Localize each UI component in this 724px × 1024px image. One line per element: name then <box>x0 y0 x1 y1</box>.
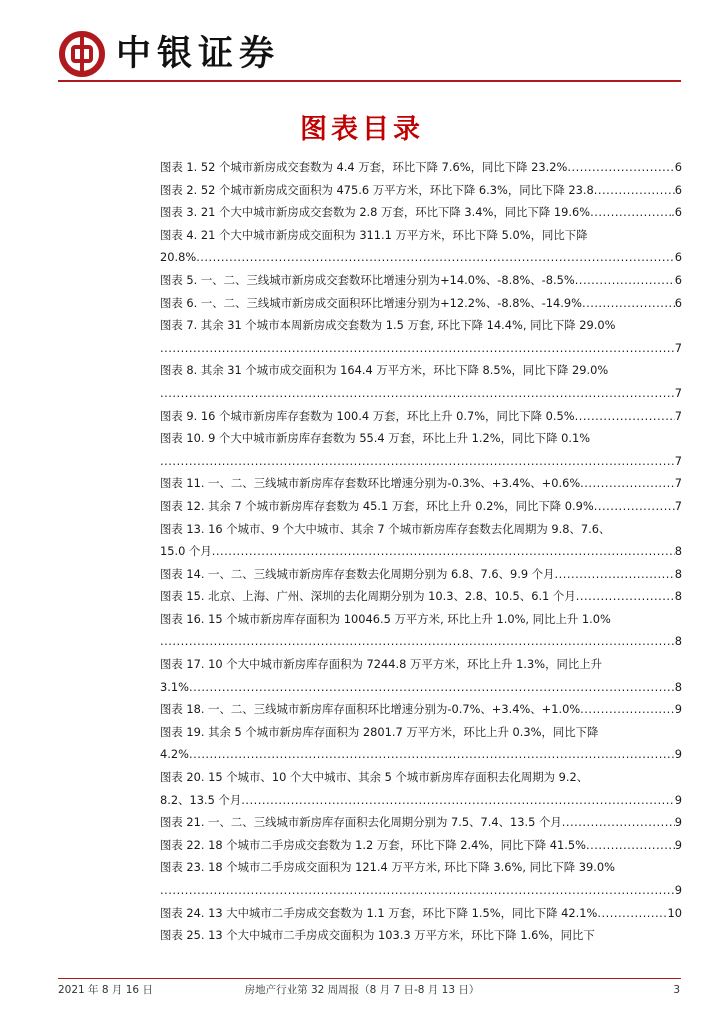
dot-leader <box>580 472 675 495</box>
toc-entry[interactable] <box>160 766 682 811</box>
toc-entry-title-cont: 15.0 个月 <box>160 544 212 559</box>
toc-entry-title: 图表 19. 其余 5 个城市新房库存面积为 2801.7 万平方米，环比上升 0.3%，同比下降 <box>160 724 599 739</box>
toc-entry[interactable] <box>160 585 682 608</box>
toc-entry-page: 9 <box>674 815 682 830</box>
toc-entry-page: 9 <box>674 792 682 807</box>
toc-entry-title: 图表 5. 一、二、三线城市新房成交套数环比增速分别为+14.0%、-8.8%、-8.5% <box>160 272 575 287</box>
toc-entry-page: 8 <box>674 634 682 649</box>
toc-entry[interactable] <box>160 292 682 315</box>
toc-entry-title: 图表 24. 13 大中城市二手房成交套数为 1.1 万套，环比下降 1.5%，同比下降 42.1% <box>160 905 598 920</box>
toc-entry-title: 图表 14. 一、二、三线城市新房库存套数去化周期分别为 6.8、7.6、9.9 个月 <box>160 566 555 581</box>
dot-leader <box>594 179 675 202</box>
table-of-figures <box>160 156 682 947</box>
toc-entry-title: 图表 12. 其余 7 个城市新房库存套数为 45.1 万套，环比上升 0.2%，同比下降 0.9% <box>160 498 594 513</box>
toc-entry[interactable] <box>160 902 682 925</box>
toc-entry-page: 7 <box>674 453 682 468</box>
toc-entry[interactable] <box>160 359 682 404</box>
dot-leader <box>590 201 671 224</box>
toc-entry[interactable] <box>160 653 682 698</box>
dot-leader <box>212 540 675 563</box>
toc-entry[interactable] <box>160 924 682 947</box>
toc-entry-title: 图表 22. 18 个城市二手房成交套数为 1.2 万套，环比下降 2.4%，同比下降 41.5% <box>160 837 586 852</box>
toc-entry-title: 图表 20. 15 个城市、10 个大中城市、其余 5 个城市新房库存面积去化周期为 9.2、 <box>160 770 589 785</box>
toc-entry-title: 图表 10. 9 个大中城市新房库存套数为 55.4 万套，环比上升 1.2%，同比下降 0.1% <box>160 431 591 446</box>
toc-entry-title: 图表 23. 18 个城市二手房成交面积为 121.4 万平方米, 环比下降 3.6%, 同比下降 39.0% <box>160 860 615 875</box>
toc-entry-title: 图表 1. 52 个城市新房成交套数为 4.4 万套，环比下降 7.6%，同比下降 23.2% <box>160 160 568 174</box>
toc-entry[interactable] <box>160 224 682 269</box>
toc-entry-page: 6 <box>674 295 682 310</box>
toc-entry-title: 图表 11. 一、二、三线城市新房库存套数环比增速分别为-0.3%、+3.4%、+0.6% <box>160 476 581 491</box>
toc-entry-title: 图表 4. 21 个大中城市新房成交面积为 311.1 万平方米，环比下降 5.0%，同比下降 <box>160 227 588 242</box>
toc-entry-page: 8 <box>674 566 682 581</box>
dot-leader <box>160 450 675 473</box>
toc-entry-page: 6 <box>674 160 682 174</box>
dot-leader <box>189 743 675 766</box>
page-header <box>58 22 681 80</box>
toc-entry-page: 9 <box>674 747 682 762</box>
toc-entry-title: 图表 6. 一、二、三线城市新房成交面积环比增速分别为+12.2%、-8.8%、-14.9% <box>160 295 582 310</box>
bank-of-china-logo-icon <box>58 30 106 78</box>
footer-divider <box>58 978 681 979</box>
toc-entry-title: 图表 3. 21 个大中城市新房成交套数为 2.8 万套，环比下降 3.4%，同比下降 19.6% <box>160 205 591 220</box>
dot-leader <box>562 811 675 834</box>
toc-entry[interactable] <box>160 495 682 518</box>
toc-entry[interactable] <box>160 201 682 224</box>
footer-date: 2021 年 8 月 16 日 <box>58 984 153 996</box>
toc-entry-page: 7 <box>674 385 682 400</box>
dot-leader <box>575 405 675 428</box>
toc-entry-page: 6 <box>674 250 682 265</box>
toc-entry-page: 7 <box>674 476 682 491</box>
toc-entry-page: 6 <box>674 182 682 197</box>
toc-entry-page: 7 <box>674 408 682 423</box>
dot-leader <box>160 630 675 653</box>
toc-entry-page: 9 <box>674 702 682 717</box>
toc-entry[interactable] <box>160 563 682 586</box>
toc-entry-title: 图表 21. 一、二、三线城市新房库存面积去化周期分别为 7.5、7.4、13.5 个月 <box>160 815 562 830</box>
toc-entry[interactable] <box>160 156 682 179</box>
dot-leader <box>586 834 675 857</box>
toc-entry-title: 图表 2. 52 个城市新房成交面积为 475.6 万平方米，环比下降 6.3%，同比下降 23.8 <box>160 182 594 197</box>
toc-entry[interactable] <box>160 811 682 834</box>
dot-leader <box>567 156 674 179</box>
toc-entry-title: 图表 8. 其余 31 个城市成交面积为 164.4 万平方米，环比下降 8.5%，同比下降 29.0% <box>160 363 609 378</box>
toc-entry-page: 9 <box>674 837 682 852</box>
dot-leader <box>160 337 675 360</box>
toc-entry[interactable] <box>160 405 682 428</box>
dot-leader <box>580 698 675 721</box>
dot-leader <box>241 789 674 812</box>
toc-entry-page: 8 <box>674 544 682 559</box>
toc-entry-page: 9 <box>674 883 682 897</box>
toc-entry[interactable] <box>160 179 682 202</box>
toc-entry-title: 图表 18. 一、二、三线城市新房库存面积环比增速分别为-0.7%、+3.4%、+1.0% <box>160 702 581 717</box>
toc-title: 图表目录 <box>300 114 424 145</box>
dot-leader <box>160 382 675 405</box>
toc-entry[interactable] <box>160 472 682 495</box>
toc-entry-title: 图表 17. 10 个大中城市新房库存面积为 7244.8 万平方米，环比上升 1.3%，同比上升 <box>160 657 603 672</box>
header-divider <box>58 80 681 82</box>
toc-entry-title: 图表 9. 16 个城市新房库存套数为 100.4 万套，环比上升 0.7%，同比下降 0.5% <box>160 408 575 423</box>
dot-leader <box>594 495 675 518</box>
dot-leader <box>582 292 675 315</box>
dot-leader <box>160 879 675 902</box>
brand-name: 中银证券 <box>116 34 281 74</box>
footer-page-number: 3 <box>673 984 680 996</box>
toc-entry-title-cont: 4.2% <box>160 747 189 762</box>
toc-entry-page: 6 <box>674 272 682 287</box>
toc-entry[interactable] <box>160 314 682 359</box>
dot-leader <box>196 246 675 269</box>
toc-entry-page: 10 <box>667 905 682 920</box>
toc-entry-page: 8 <box>674 589 682 604</box>
toc-entry-page: 7 <box>674 340 682 355</box>
toc-entry-title-cont: 3.1% <box>160 679 189 694</box>
toc-entry[interactable] <box>160 834 682 857</box>
toc-entry-page: 8 <box>674 679 682 694</box>
dot-leader <box>189 676 675 699</box>
footer-report-title: 房地产行业第 32 周周报（8 月 7 日-8 月 13 日） <box>244 984 480 996</box>
toc-entry-title: 图表 13. 16 个城市、9 个大中城市、其余 7 个城市新房库存套数去化周期为 9.8、7.6、 <box>160 521 611 536</box>
toc-entry-title-cont: 8.2、13.5 个月 <box>160 792 242 807</box>
toc-entry-title: 图表 16. 15 个城市新房库存面积为 10046.5 万平方米, 环比上升 1.0%, 同比上升 1.0% <box>160 611 611 626</box>
toc-entry[interactable] <box>160 721 682 766</box>
toc-entry[interactable] <box>160 269 682 292</box>
toc-entry-title: 图表 7. 其余 31 个城市本周新房成交套数为 1.5 万套, 环比下降 14.4%, 同比下降 29.0% <box>160 318 616 333</box>
toc-entry[interactable] <box>160 518 682 563</box>
toc-entry-title: 图表 15. 北京、上海、广州、深圳的去化周期分别为 10.3、2.8、10.5、6.1 个月 <box>160 589 576 604</box>
dot-leader <box>555 563 675 586</box>
toc-entry[interactable] <box>160 608 682 653</box>
toc-entry-page: 7 <box>674 498 682 513</box>
toc-entry-title: 图表 25. 13 个大中城市二手房成交面积为 103.3 万平方米，环比下降 1.6%，同比下 <box>160 928 595 943</box>
dot-leader <box>575 269 675 292</box>
dot-leader <box>597 902 667 925</box>
dot-leader <box>576 585 675 608</box>
toc-entry-title-cont: 20.8% <box>160 250 197 265</box>
toc-entry[interactable] <box>160 698 682 721</box>
toc-entry[interactable] <box>160 427 682 472</box>
toc-entry[interactable] <box>160 856 682 901</box>
toc-entry-page: .6 <box>671 205 682 220</box>
